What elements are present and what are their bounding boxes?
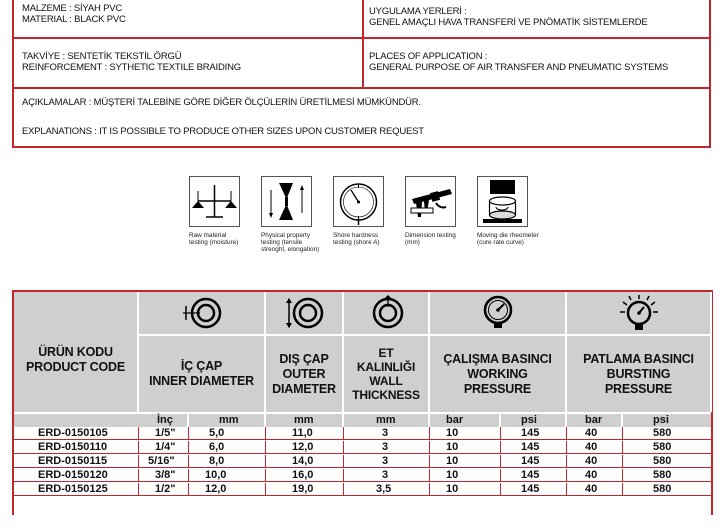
table-row [14, 483, 711, 496]
reinforcement-en: REINFORCEMENT : SYTHETIC TEXTILE BRAIDING [22, 62, 241, 73]
cell-work-bar: 10 [430, 455, 501, 467]
cell-work-psi: 145 [501, 427, 567, 439]
explanation-en: EXPLANATIONS : IT IS POSSIBLE TO PRODUCE OTHER SIZES UPON CUSTOMER REQUEST [22, 126, 424, 137]
test-methods [189, 176, 559, 266]
product-spec-table [12, 290, 713, 515]
burst-gauge-icon [615, 294, 663, 332]
header-wall-thickness: ET KALINLIĞI WALL THICKNESS [344, 292, 430, 412]
table-row [14, 441, 711, 454]
test-dimension [405, 176, 456, 227]
test-caption-3: Shore hardness testing (shore A) [333, 232, 380, 246]
cell-burst-bar: 40 [567, 469, 623, 481]
cell-work-psi: 145 [501, 455, 567, 467]
cell-code: ERD-0150120 [14, 469, 139, 481]
cell-outer-mm: 11,0 [266, 427, 344, 439]
header-inner-diameter: İÇ ÇAP INNER DIAMETER [139, 292, 266, 412]
cell-inch: 1/4" [139, 441, 189, 453]
cell-burst-psi: 580 [653, 469, 672, 481]
cell-wall-mm: 3 [344, 427, 430, 439]
info-divider-1 [14, 37, 709, 39]
cell-burst-bar: 40 [567, 483, 623, 495]
rheometer-icon [478, 177, 527, 226]
test-raw-material [189, 176, 240, 227]
cell-burst-bar: 40 [567, 427, 623, 439]
cell-inch: 5/16" [139, 455, 189, 467]
info-divider-vertical [362, 0, 364, 88]
cell-outer-mm: 19,0 [266, 483, 344, 495]
cell-outer-mm: 12,0 [266, 441, 344, 453]
test-caption-5: Moving die rheometer (cure rate curve) [477, 232, 539, 246]
unit-work-bar: bar [430, 414, 501, 427]
cell-code: ERD-0150110 [14, 441, 139, 453]
test-physical-property [261, 176, 312, 227]
cell-burst-bar: 40 [567, 455, 623, 467]
application-en-title: PLACES OF APPLICATION : [369, 51, 488, 62]
cell-inch: 1/2" [139, 483, 189, 495]
explanation-tr: AÇIKLAMALAR : MÜŞTERİ TALEBİNE GÖRE DİĞER ÖLÇÜLERİN ÜRETİLMESİ MÜMKÜNDÜR. [22, 97, 421, 108]
reinforcement-cell [22, 51, 241, 73]
header-working-pressure: ÇALIŞMA BASINCI WORKING PRESSURE [430, 292, 567, 412]
wall-thickness-icon [364, 295, 408, 331]
hardness-gauge-icon [334, 177, 383, 226]
cell-code: ERD-0150105 [14, 427, 139, 439]
cell-code: ERD-0150125 [14, 483, 139, 495]
cell-burst-psi: 580 [653, 441, 672, 453]
cell-work-bar: 10 [430, 427, 501, 439]
cell-work-psi: 145 [501, 469, 567, 481]
unit-inch: İnç [139, 414, 189, 427]
test-caption-1: Raw material testing (moisture) [189, 232, 239, 246]
unit-outer-mm: mm [266, 414, 344, 427]
test-caption-4: Dimension testing (mm) [405, 232, 456, 246]
cell-wall-mm: 3 [344, 469, 430, 481]
pressure-gauge-icon [478, 294, 518, 332]
reinforcement-tr: TAKVİYE : SENTETİK TEKSTİL ÖRGÜ [22, 51, 182, 62]
header-outer-diameter: DIŞ ÇAP OUTER DIAMETER [266, 292, 344, 412]
unit-row [14, 412, 711, 427]
cell-burst-bar: 40 [567, 441, 623, 453]
application-en: GENERAL PURPOSE OF AIR TRANSFER AND PNEUMATIC SYSTEMS [369, 62, 669, 73]
cell-inner-mm: 5,0 [189, 427, 266, 439]
test-rheometer [477, 176, 528, 227]
cell-wall-mm: 3 [344, 441, 430, 453]
cell-burst-psi: 580 [653, 455, 672, 467]
unit-burst-bar: bar [567, 414, 623, 427]
cell-burst-psi: 580 [653, 483, 672, 495]
cell-wall-mm: 3 [344, 455, 430, 467]
cell-code: ERD-0150115 [14, 455, 139, 467]
application-tr-title: UYGULAMA YERLERİ : [369, 6, 467, 17]
table-row [14, 469, 711, 482]
unit-inner-mm: mm [189, 414, 266, 427]
header-bursting-pressure: PATLAMA BASINCI BURSTING PRESSURE [567, 292, 712, 412]
unit-work-psi: psi [501, 414, 567, 427]
cell-work-psi: 145 [501, 483, 567, 495]
cell-inner-mm: 6,0 [189, 441, 266, 453]
explanation-tr-cell [22, 97, 421, 108]
cell-work-bar: 10 [430, 483, 501, 495]
cell-work-bar: 10 [430, 441, 501, 453]
cell-inner-mm: 10,0 [189, 469, 266, 481]
application-en-cell [369, 51, 668, 73]
cell-inner-mm: 8,0 [189, 455, 266, 467]
table-row [14, 455, 711, 468]
caliper-icon [406, 177, 455, 226]
cell-wall-mm: 3,5 [344, 483, 430, 495]
material-en: MATERIAL : BLACK PVC [22, 14, 126, 25]
cell-inner-mm: 12,0 [189, 483, 266, 495]
table-body [14, 427, 711, 515]
cell-burst-psi: 580 [653, 427, 672, 439]
material-tr: MALZEME : SİYAH PVC [22, 3, 123, 14]
unit-burst-psi: psi [653, 414, 669, 426]
cell-outer-mm: 14,0 [266, 455, 344, 467]
test-caption-2: Physical property testing (tensile strenght, elongation) [261, 232, 320, 253]
application-tr-cell [369, 6, 648, 28]
cell-inch: 1/5" [139, 427, 189, 439]
cell-outer-mm: 16,0 [266, 469, 344, 481]
header-product-code: ÜRÜN KODU PRODUCT CODE [14, 292, 139, 412]
product-info-box [12, 0, 711, 148]
inner-diameter-icon [180, 296, 224, 330]
explanation-en-cell [22, 126, 424, 137]
material-cell [22, 3, 126, 25]
tensile-test-icon [262, 177, 311, 226]
test-shore-hardness [333, 176, 384, 227]
table-row [14, 427, 711, 440]
cell-work-bar: 10 [430, 469, 501, 481]
unit-wall-mm: mm [344, 414, 430, 427]
outer-diameter-icon [282, 295, 326, 331]
balance-scale-icon [190, 177, 239, 226]
cell-inch: 3/8" [139, 469, 189, 481]
cell-work-psi: 145 [501, 441, 567, 453]
application-tr: GENEL AMAÇLI HAVA TRANSFERİ VE PNÖMATİK SİSTEMLERDE [369, 17, 648, 28]
info-divider-2 [14, 87, 709, 89]
